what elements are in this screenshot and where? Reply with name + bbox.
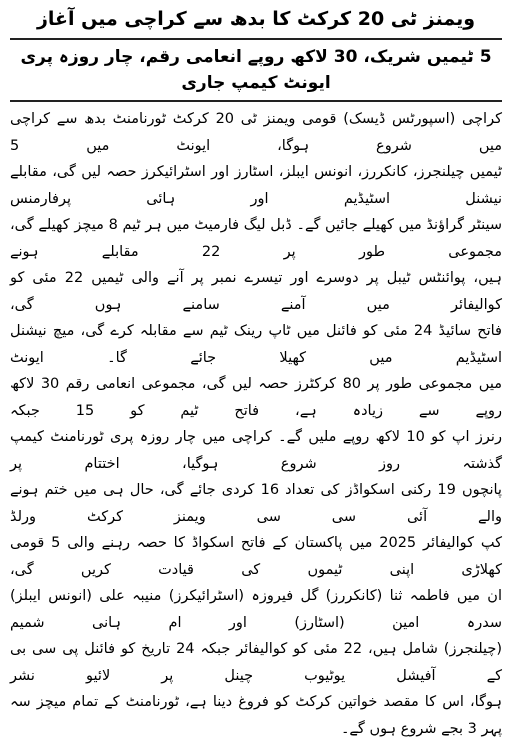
body-line: پانچوں 19 رکنی اسکواڈز کی تعداد 16 کردی جائے گی، حال ہی میں ختم ہونے والے آئی سی سی ویمنز کرکٹ ورلڈ bbox=[10, 482, 502, 525]
body-line: فاتح سائیڈ 24 مئی کو فائنل میں ٹاپ رینک ٹیم سے مقابلہ کرے گی، میچ نیشنل اسٹیڈیم میں کھیلا جائے گا۔ ایونٹ bbox=[10, 323, 502, 366]
subhead-divider bbox=[10, 100, 502, 102]
article-subhead: 5 ٹیمیں شریک، 30 لاکھ روپے انعامی رقم، چار روزہ پری ایونٹ کیمپ جاری bbox=[20, 47, 492, 93]
body-line: ہوگا، اس کا مقصد خواتین کرکٹ کو فروغ دینا ہے، ٹورنامنٹ کے تمام میچز سہ پہر 3 بجے شروع ہوں گے۔ bbox=[10, 694, 502, 737]
body-line: ٹیمیں چیلنجرز، کانکررز، انونس ایبلز، اسٹارز اور اسٹرائیکرز حصہ لیں گی، مقابلے نیشنل اسٹیڈیم اور ہائی پرفارمنس bbox=[10, 164, 502, 207]
article-body bbox=[10, 106, 502, 742]
body-line: کراچی (اسپورٹس ڈیسک) قومی ویمنز ٹی 20 کرکٹ ٹورنامنٹ بدھ سے کراچی میں شروع ہوگا، ایونٹ میں 5 bbox=[10, 111, 502, 154]
headline-divider bbox=[10, 38, 502, 40]
body-line: ان میں فاطمہ ثنا (کانکررز) گل فیروزہ (اسٹرائیکرز) منیبہ علی (انونس ایبلز) سدرہ امین (اسٹارز) اور ام ہانی شمیم bbox=[10, 588, 502, 631]
body-line: ہیں، پوائنٹس ٹیبل پر دوسرے اور تیسرے نمبر پر آنے والی ٹیمیں 22 مئی کو کوالیفائر میں آمنے سامنے ہوں گی، bbox=[10, 270, 502, 313]
body-line: سینٹر گراؤنڈ میں کھیلے جائیں گے۔ ڈبل لیگ فارمیٹ میں ہر ٹیم 8 میچز کھیلے گی، مجموعی طور پر 22 مقابلے ہونے bbox=[10, 217, 503, 260]
body-line: کپ کوالیفائر 2025 میں پاکستان کے فاتح اسکواڈ کا حصہ رہنے والی 5 قومی کھلاڑی اپنی ٹیموں کی قیادت کریں گی، bbox=[10, 535, 502, 578]
body-line: میں مجموعی طور پر 80 کرکٹرز حصہ لیں گی، مجموعی انعامی رقم 30 لاکھ روپے سے زیادہ ہے، فاتح ٹیم کو 15 جبکہ bbox=[10, 376, 502, 419]
body-line: رنرز اپ کو 10 لاکھ روپے ملیں گے۔ کراچی میں چار روزہ پری ٹورنامنٹ کیمپ گذشتہ روز شروع ہوگیا، اختتام پر bbox=[10, 429, 502, 472]
body-line: (چیلنجرز) شامل ہیں، 22 مئی کو کوالیفائر جبکہ 24 تاریخ کو فائنل پی سی بی کے آفیشل یوٹیوب چینل پر لائیو نشر bbox=[10, 641, 503, 684]
article-headline: ویمنز ٹی 20 کرکٹ کا بدھ سے کراچی میں آغاز bbox=[36, 8, 476, 30]
